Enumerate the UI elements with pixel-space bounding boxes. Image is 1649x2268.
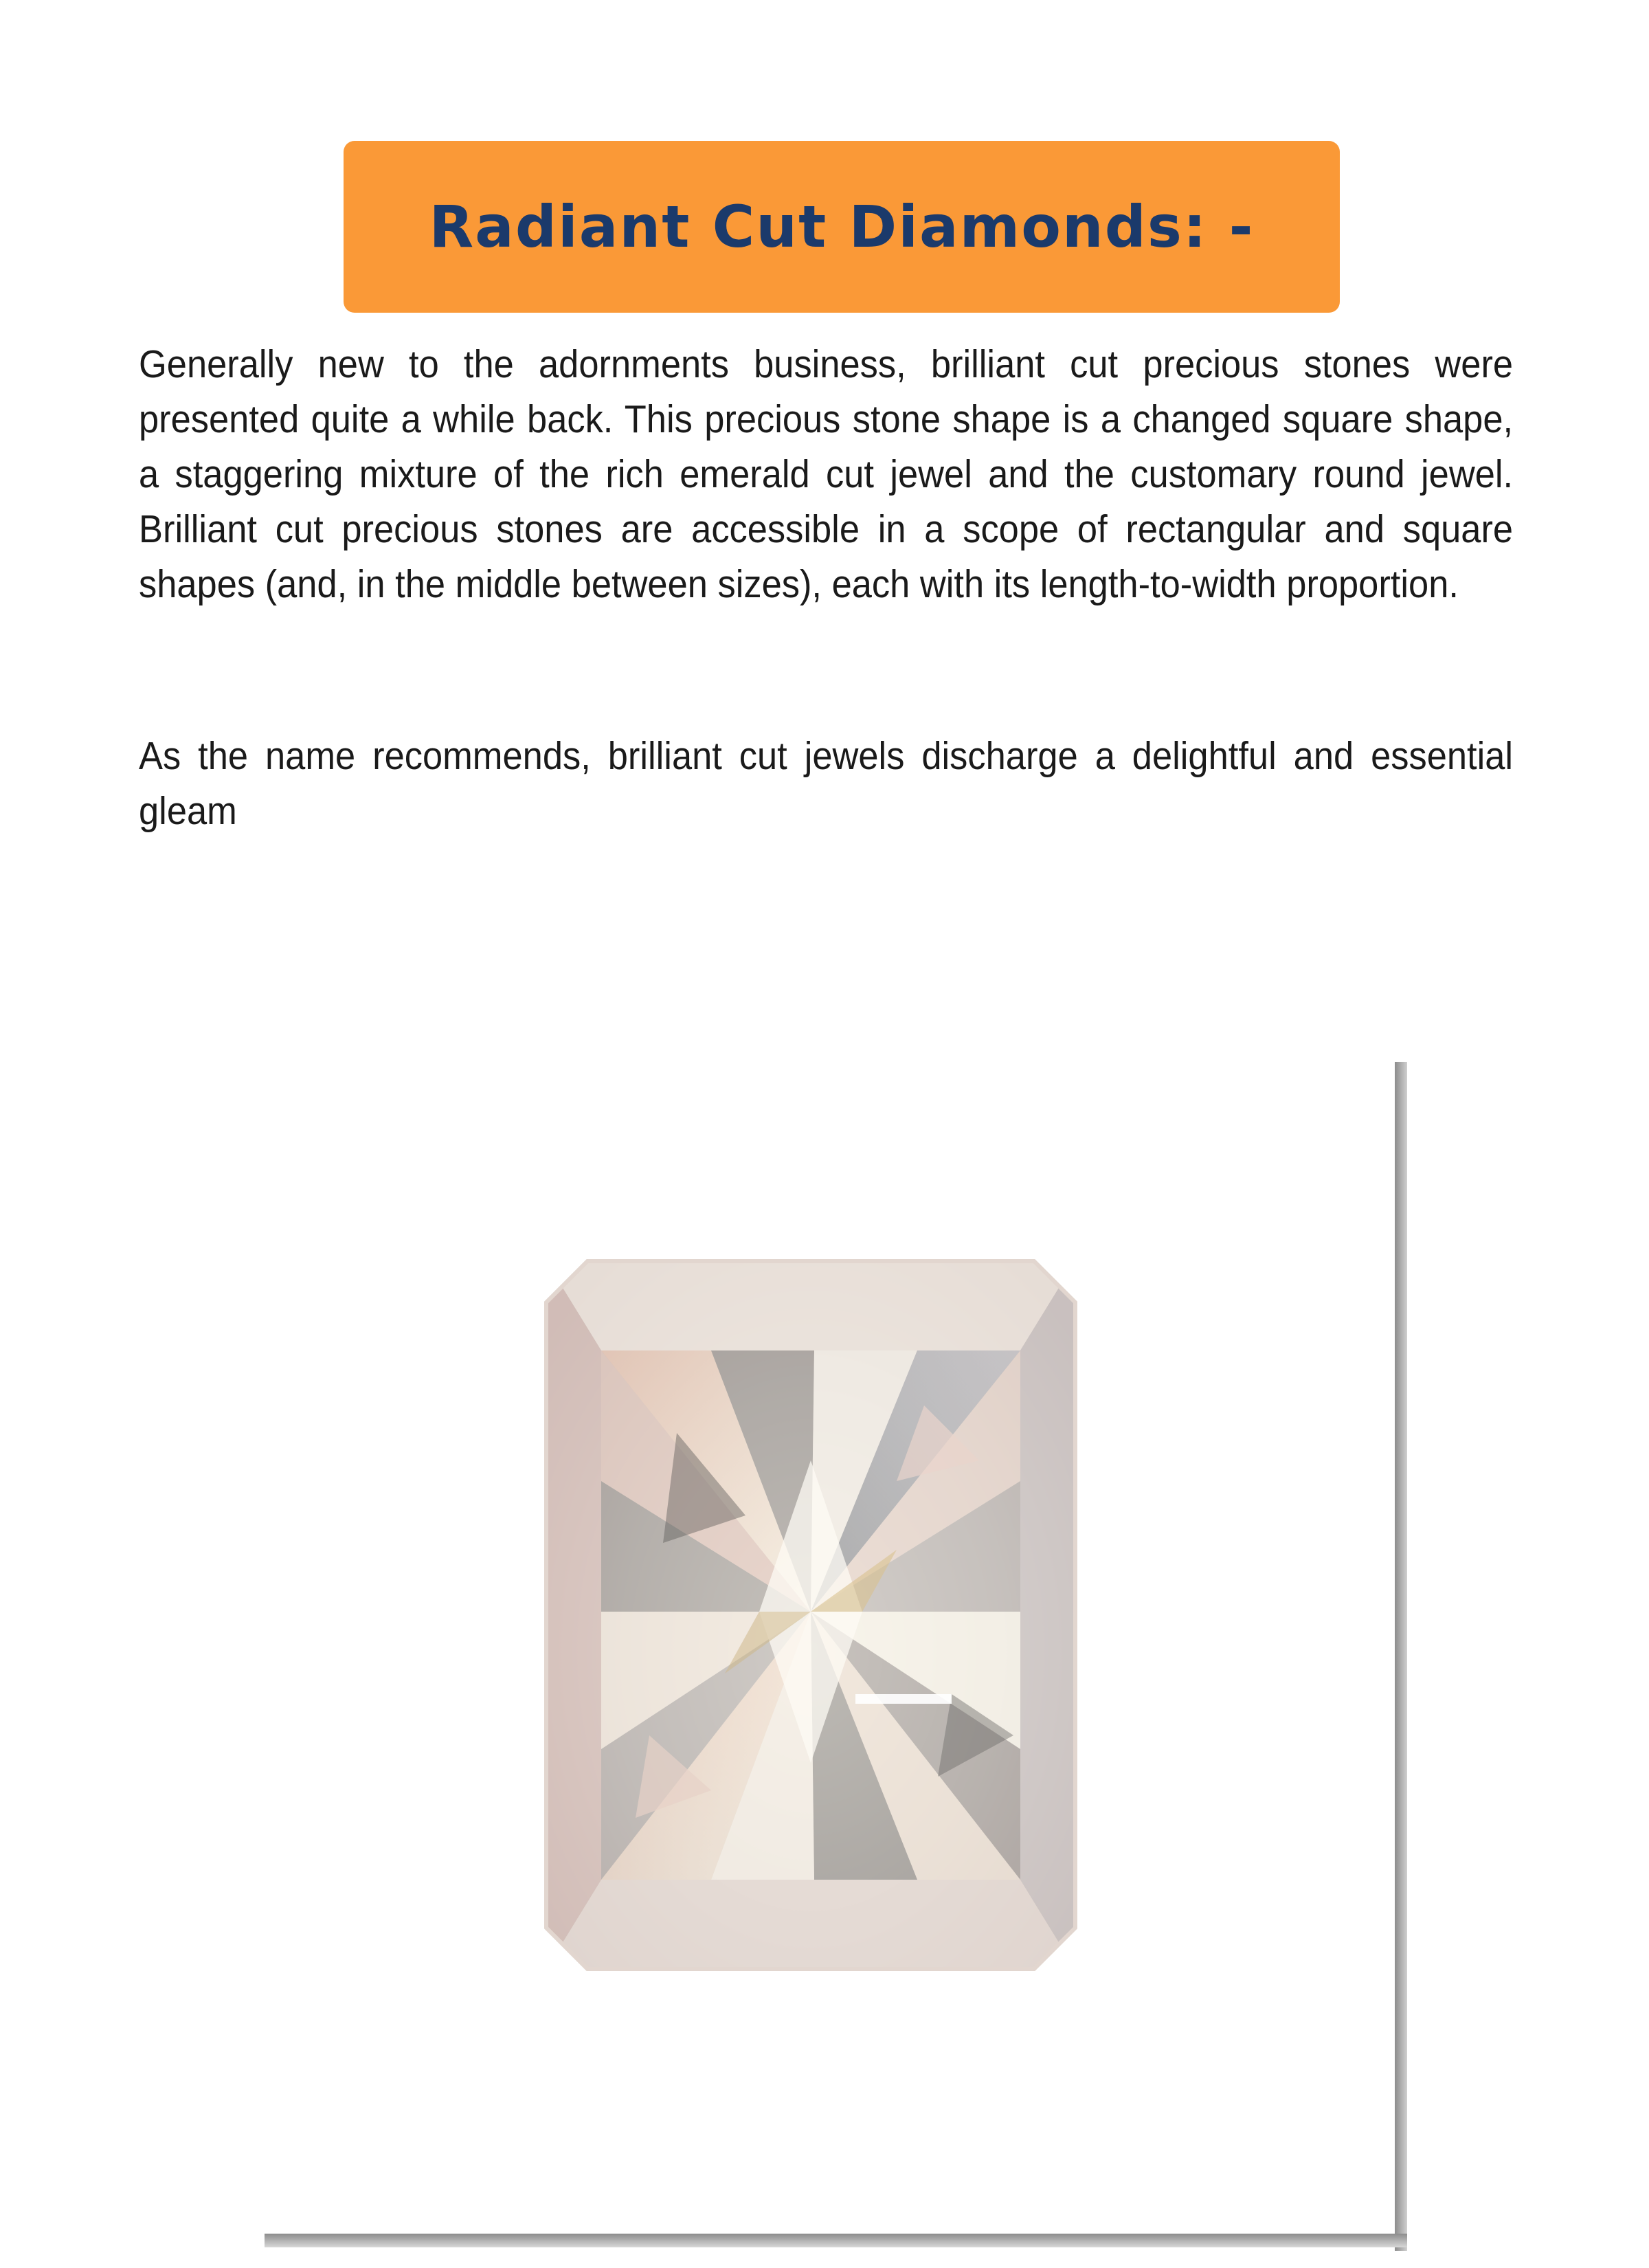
image-frame-shadow-bottom bbox=[265, 2234, 1407, 2247]
body-paragraph-1: Generally new to the adornments business, brilliant cut precious stones were presented quite a while back. This precious stone shape is a changed square shape, a staggering mixture of the rich emerald cut jewel and the customary round jewel. Brilliant cut precious stones are accessible in a scope of rectangular and square shapes (and, in the middle between sizes), each with its length-to-width proportion. bbox=[139, 342, 1514, 606]
body-paragraph-2: As the name recommends, brilliant cut jewels discharge a delightful and essential gleam bbox=[139, 734, 1514, 833]
image-frame-shadow-right bbox=[1395, 1062, 1407, 2251]
page-title: Radiant Cut Diamonds: - bbox=[429, 193, 1255, 260]
radiant-cut-diamond-icon bbox=[539, 1254, 1082, 1976]
title-banner bbox=[344, 141, 1340, 313]
